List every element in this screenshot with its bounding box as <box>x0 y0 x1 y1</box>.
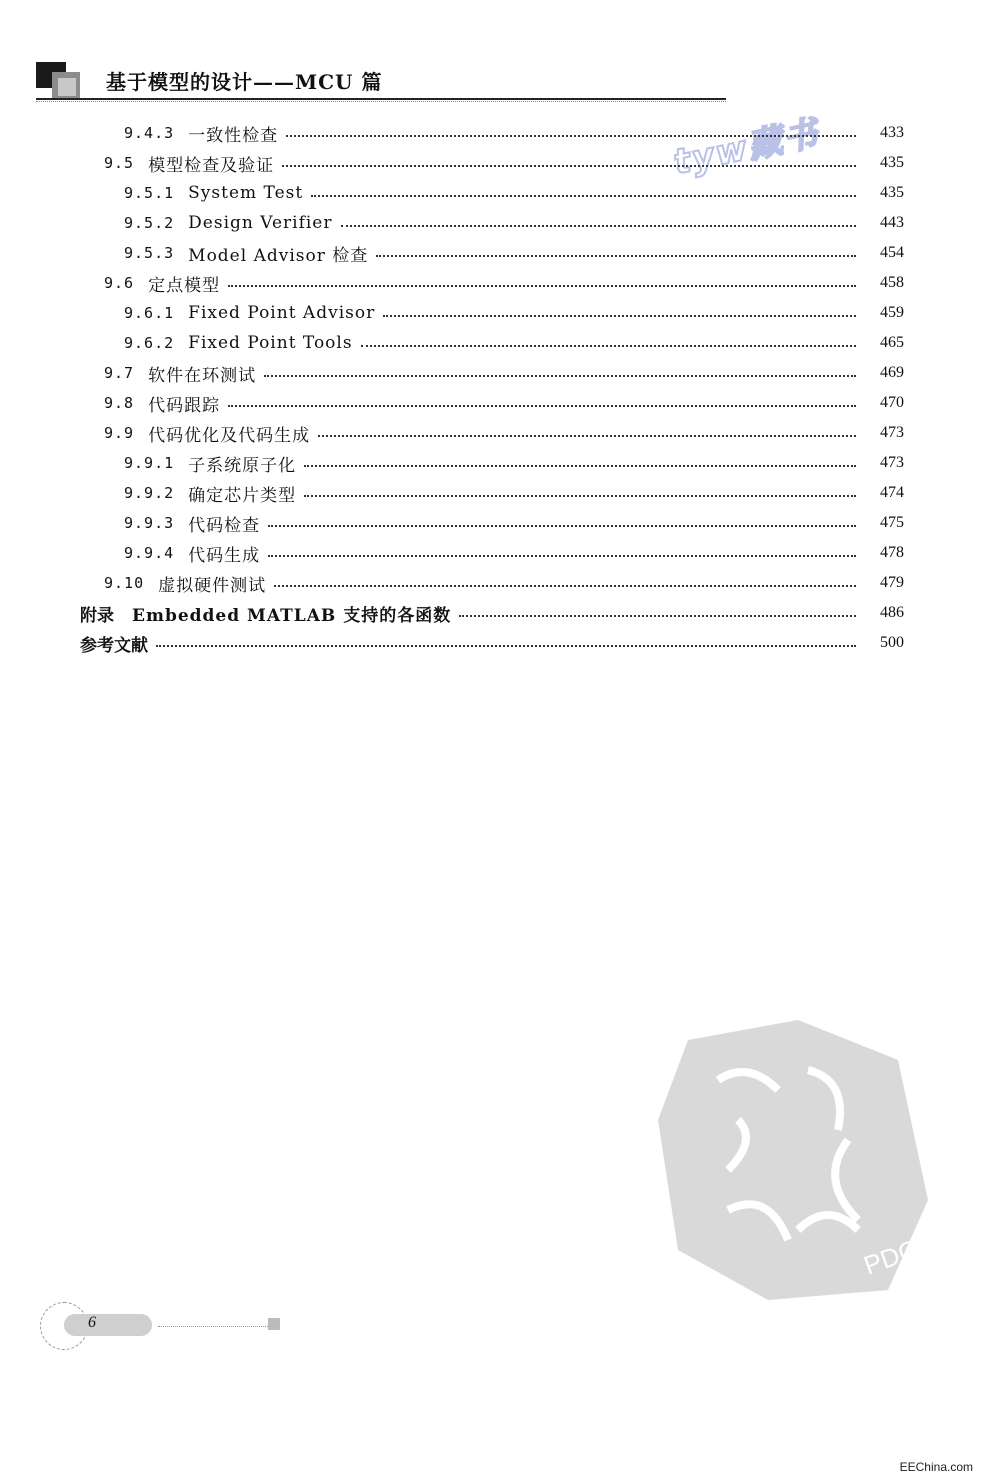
toc-number: 9.9.1 <box>124 454 175 472</box>
toc-title: Fixed Point Advisor <box>188 303 376 323</box>
leader-dots <box>228 405 856 407</box>
toc-entry[interactable] <box>124 538 904 568</box>
toc-title: Embedded MATLAB 支持的各函数 <box>132 605 452 626</box>
leader-dots <box>376 255 856 257</box>
leader-dots <box>311 195 856 197</box>
toc-number: 9.4.3 <box>124 124 175 142</box>
toc-entry[interactable] <box>124 178 904 208</box>
toc-page: 458 <box>880 274 904 291</box>
toc-title: System Test <box>188 183 304 203</box>
toc-number: 9.5.2 <box>124 214 175 232</box>
toc-entry[interactable] <box>124 448 904 478</box>
toc-title: 子系统原子化 <box>188 455 297 476</box>
toc-page: 465 <box>880 334 904 351</box>
toc-number: 9.6.1 <box>124 304 175 322</box>
toc-entry[interactable] <box>104 418 904 448</box>
toc-entry[interactable] <box>104 388 904 418</box>
seal-text: PDG <box>859 1233 923 1281</box>
leader-dots <box>286 135 856 137</box>
toc-label: 参考文献 <box>80 635 148 656</box>
toc-title: 定点模型 <box>148 275 221 296</box>
toc-page: 443 <box>880 214 904 231</box>
toc-entry-appendix[interactable] <box>80 598 904 628</box>
leader-dots <box>459 615 856 617</box>
toc-page: 454 <box>880 244 904 261</box>
page-footer <box>40 1302 290 1342</box>
toc-title: Fixed Point Tools <box>188 333 353 353</box>
toc-title: 软件在环测试 <box>148 365 257 386</box>
toc-page: 435 <box>880 154 904 171</box>
leader-dots <box>304 465 856 467</box>
toc-page: 469 <box>880 364 904 381</box>
toc-label: 附录 <box>80 605 114 626</box>
toc-number: 9.9.4 <box>124 544 175 562</box>
toc-page: 478 <box>880 544 904 561</box>
toc-page: 459 <box>880 304 904 321</box>
toc-title: 确定芯片类型 <box>188 485 297 506</box>
toc-entry[interactable] <box>124 298 904 328</box>
page-number: 6 <box>88 1314 96 1331</box>
toc-number: 9.5 <box>104 154 135 172</box>
leader-dots <box>282 165 856 167</box>
toc-title: 一致性检查 <box>188 125 279 146</box>
toc-title: 代码生成 <box>188 545 261 566</box>
toc-title: 代码检查 <box>188 515 261 536</box>
header-rule-dotted <box>36 101 726 102</box>
toc-entry[interactable] <box>124 478 904 508</box>
toc-number: 9.5.1 <box>124 184 175 202</box>
toc-title: 代码跟踪 <box>148 395 221 416</box>
collection-watermark: tyw藏书 <box>670 112 824 183</box>
footer-ornament-icon <box>268 1318 280 1330</box>
toc-number: 9.8 <box>104 394 135 412</box>
toc-page: 500 <box>880 634 904 651</box>
toc-entry-references[interactable] <box>80 628 904 658</box>
leader-dots <box>268 525 856 527</box>
library-seal-icon <box>648 1000 938 1310</box>
toc-entry[interactable] <box>124 238 904 268</box>
site-credit: EEChina.com <box>899 1460 973 1474</box>
toc-title: 模型检查及验证 <box>148 155 275 176</box>
toc-entry[interactable] <box>104 358 904 388</box>
toc-title: 虚拟硬件测试 <box>158 575 267 596</box>
toc-number: 9.7 <box>104 364 135 382</box>
toc-entry[interactable] <box>104 148 904 178</box>
toc-entry[interactable] <box>104 268 904 298</box>
header-logo-icon <box>36 58 86 102</box>
toc-number: 9.6.2 <box>124 334 175 352</box>
toc-page: 473 <box>880 424 904 441</box>
toc-page: 473 <box>880 454 904 471</box>
leader-dots <box>341 225 857 227</box>
toc-title: Model Advisor 检查 <box>188 245 369 266</box>
leader-dots <box>383 315 856 317</box>
toc-page: 486 <box>880 604 904 621</box>
toc-page: 474 <box>880 484 904 501</box>
leader-dots <box>264 375 856 377</box>
toc-page: 479 <box>880 574 904 591</box>
toc-page: 435 <box>880 184 904 201</box>
toc-number: 9.10 <box>104 574 145 592</box>
footer-dotted-line <box>158 1326 268 1327</box>
toc-page: 470 <box>880 394 904 411</box>
toc-title: Design Verifier <box>188 213 333 233</box>
leader-dots <box>274 585 856 587</box>
toc-number: 9.9.3 <box>124 514 175 532</box>
toc-number: 9.9.2 <box>124 484 175 502</box>
toc-number: 9.5.3 <box>124 244 175 262</box>
book-title: 基于模型的设计——MCU 篇 <box>106 70 383 94</box>
leader-dots <box>318 435 856 437</box>
toc-number: 9.6 <box>104 274 135 292</box>
toc-number: 9.9 <box>104 424 135 442</box>
toc-entry[interactable] <box>124 508 904 538</box>
leader-dots <box>361 345 856 347</box>
toc-entry[interactable] <box>124 118 904 148</box>
toc-entry[interactable] <box>104 568 904 598</box>
toc-title: 代码优化及代码生成 <box>148 425 311 446</box>
leader-dots <box>304 495 856 497</box>
leader-dots <box>156 645 856 647</box>
leader-dots <box>228 285 856 287</box>
leader-dots <box>268 555 856 557</box>
toc-page: 433 <box>880 124 904 141</box>
header-rule <box>36 98 726 100</box>
page-number-badge <box>64 1314 152 1336</box>
toc-entry[interactable] <box>124 208 904 238</box>
toc-entry[interactable] <box>124 328 904 358</box>
toc-page: 475 <box>880 514 904 531</box>
